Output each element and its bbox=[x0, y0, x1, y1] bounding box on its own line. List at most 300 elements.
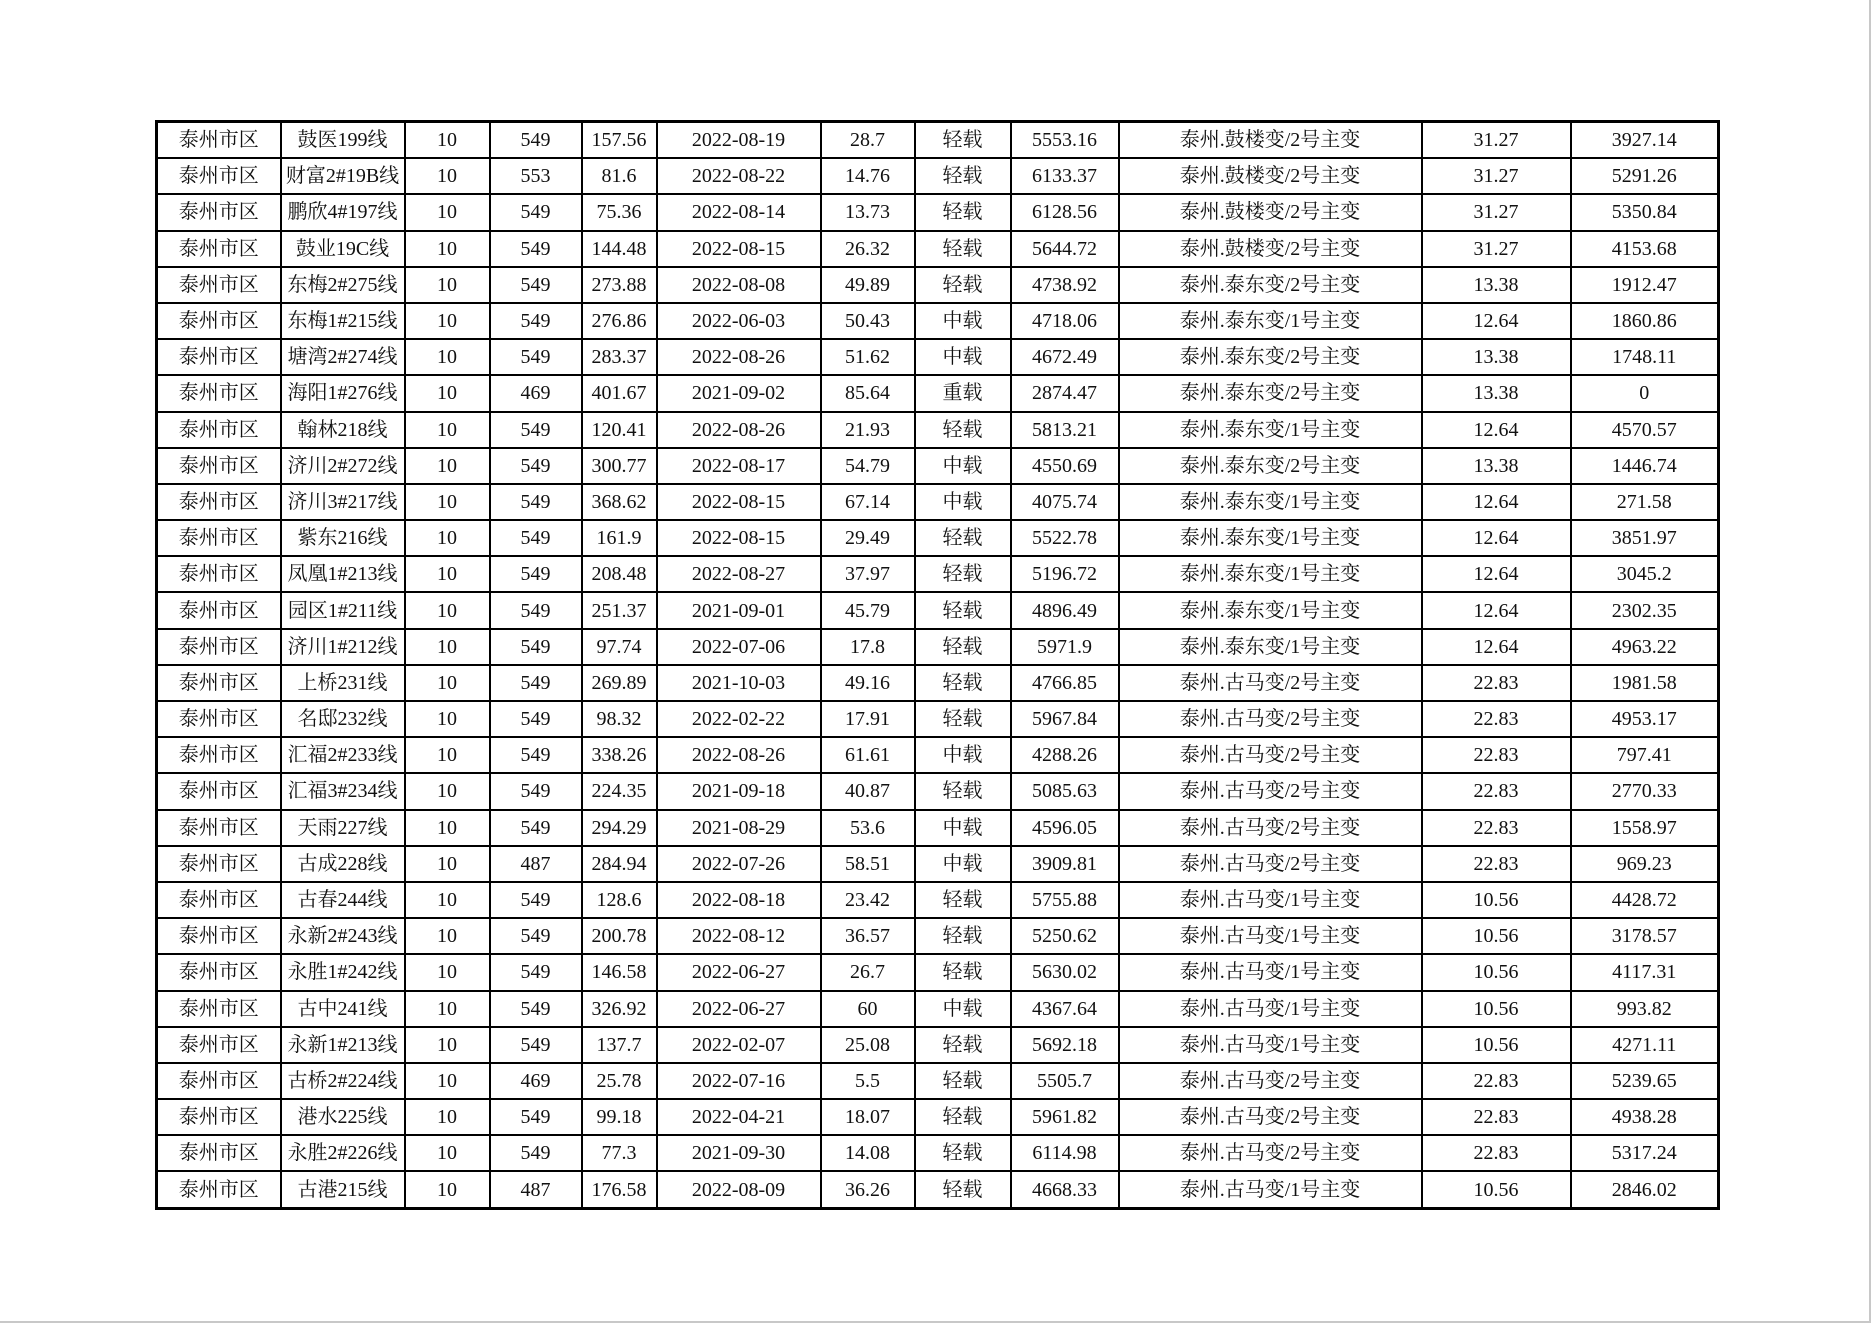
table-cell: 469 bbox=[490, 375, 582, 411]
table-row bbox=[157, 991, 1719, 1027]
table-cell: 泰州.泰东变/1号主变 bbox=[1119, 556, 1422, 592]
table-cell: 2021-08-29 bbox=[657, 810, 821, 846]
table-cell: 31.27 bbox=[1422, 231, 1571, 267]
table-cell: 10 bbox=[405, 773, 490, 809]
table-cell: 13.38 bbox=[1422, 267, 1571, 303]
table-cell: 汇福2#233线 bbox=[281, 737, 405, 773]
table-cell: 济川1#212线 bbox=[281, 629, 405, 665]
table-cell: 泰州.古马变/2号主变 bbox=[1119, 1135, 1422, 1171]
line-load-table-body bbox=[157, 122, 1719, 1209]
table-cell: 2022-08-26 bbox=[657, 737, 821, 773]
table-cell: 轻载 bbox=[915, 520, 1011, 556]
table-row bbox=[157, 882, 1719, 918]
table-cell: 4718.06 bbox=[1011, 303, 1119, 339]
table-cell: 2022-06-27 bbox=[657, 991, 821, 1027]
table-cell: 50.43 bbox=[821, 303, 915, 339]
table-cell: 10 bbox=[405, 520, 490, 556]
table-cell: 10 bbox=[405, 954, 490, 990]
table-cell: 古桥2#224线 bbox=[281, 1063, 405, 1099]
table-cell: 泰州.古马变/1号主变 bbox=[1119, 1027, 1422, 1063]
table-cell: 园区1#211线 bbox=[281, 592, 405, 628]
table-cell: 10 bbox=[405, 231, 490, 267]
table-cell: 469 bbox=[490, 1063, 582, 1099]
table-cell: 轻载 bbox=[915, 412, 1011, 448]
table-cell: 77.3 bbox=[582, 1135, 657, 1171]
table-cell: 泰州.古马变/2号主变 bbox=[1119, 846, 1422, 882]
table-cell: 26.32 bbox=[821, 231, 915, 267]
table-cell: 4288.26 bbox=[1011, 737, 1119, 773]
table-cell: 2022-08-19 bbox=[657, 122, 821, 159]
table-cell: 10 bbox=[405, 484, 490, 520]
table-cell: 3927.14 bbox=[1571, 122, 1719, 159]
table-cell: 368.62 bbox=[582, 484, 657, 520]
table-cell: 28.7 bbox=[821, 122, 915, 159]
table-cell: 泰州.泰东变/1号主变 bbox=[1119, 520, 1422, 556]
table-cell: 2022-08-26 bbox=[657, 339, 821, 375]
table-cell: 5967.84 bbox=[1011, 701, 1119, 737]
table-cell: 轻载 bbox=[915, 1171, 1011, 1208]
table-cell: 75.36 bbox=[582, 194, 657, 230]
table-cell: 25.78 bbox=[582, 1063, 657, 1099]
table-cell: 轻载 bbox=[915, 122, 1011, 159]
table-cell: 凤凰1#213线 bbox=[281, 556, 405, 592]
table-cell: 487 bbox=[490, 846, 582, 882]
table-cell: 98.32 bbox=[582, 701, 657, 737]
table-row bbox=[157, 1171, 1719, 1208]
table-row bbox=[157, 231, 1719, 267]
table-cell: 中载 bbox=[915, 448, 1011, 484]
table-cell: 轻载 bbox=[915, 954, 1011, 990]
table-cell: 3909.81 bbox=[1011, 846, 1119, 882]
table-cell: 2022-08-15 bbox=[657, 231, 821, 267]
table-row bbox=[157, 701, 1719, 737]
table-cell: 10 bbox=[405, 1135, 490, 1171]
table-cell: 古中241线 bbox=[281, 991, 405, 1027]
table-cell: 10.56 bbox=[1422, 918, 1571, 954]
table-cell: 泰州.泰东变/2号主变 bbox=[1119, 267, 1422, 303]
table-cell: 12.64 bbox=[1422, 520, 1571, 556]
table-cell: 51.62 bbox=[821, 339, 915, 375]
table-cell: 泰州.古马变/2号主变 bbox=[1119, 665, 1422, 701]
table-cell: 鹏欣4#197线 bbox=[281, 194, 405, 230]
table-cell: 54.79 bbox=[821, 448, 915, 484]
table-cell: 5553.16 bbox=[1011, 122, 1119, 159]
table-cell: 10 bbox=[405, 194, 490, 230]
table-cell: 53.6 bbox=[821, 810, 915, 846]
table-cell: 泰州.泰东变/2号主变 bbox=[1119, 339, 1422, 375]
table-cell: 海阳1#276线 bbox=[281, 375, 405, 411]
table-cell: 271.58 bbox=[1571, 484, 1719, 520]
table-row bbox=[157, 665, 1719, 701]
table-cell: 10 bbox=[405, 339, 490, 375]
table-cell: 549 bbox=[490, 556, 582, 592]
table-cell: 泰州.鼓楼变/2号主变 bbox=[1119, 158, 1422, 194]
table-cell: 4738.92 bbox=[1011, 267, 1119, 303]
table-cell: 99.18 bbox=[582, 1099, 657, 1135]
table-cell: 67.14 bbox=[821, 484, 915, 520]
table-cell: 轻载 bbox=[915, 556, 1011, 592]
table-cell: 10 bbox=[405, 556, 490, 592]
table-cell: 轻载 bbox=[915, 629, 1011, 665]
table-cell: 10 bbox=[405, 918, 490, 954]
table-cell: 2022-02-07 bbox=[657, 1027, 821, 1063]
table-cell: 487 bbox=[490, 1171, 582, 1208]
table-cell: 283.37 bbox=[582, 339, 657, 375]
table-cell: 泰州市区 bbox=[157, 1063, 281, 1099]
table-row bbox=[157, 520, 1719, 556]
table-cell: 泰州.古马变/1号主变 bbox=[1119, 954, 1422, 990]
table-cell: 10.56 bbox=[1422, 991, 1571, 1027]
table-cell: 549 bbox=[490, 194, 582, 230]
table-cell: 泰州市区 bbox=[157, 1171, 281, 1208]
table-row bbox=[157, 1027, 1719, 1063]
table-cell: 4117.31 bbox=[1571, 954, 1719, 990]
table-cell: 重载 bbox=[915, 375, 1011, 411]
table-cell: 4766.85 bbox=[1011, 665, 1119, 701]
table-cell: 1912.47 bbox=[1571, 267, 1719, 303]
table-cell: 553 bbox=[490, 158, 582, 194]
table-cell: 5250.62 bbox=[1011, 918, 1119, 954]
table-cell: 4570.57 bbox=[1571, 412, 1719, 448]
table-cell: 97.74 bbox=[582, 629, 657, 665]
table-cell: 翰林218线 bbox=[281, 412, 405, 448]
table-cell: 1558.97 bbox=[1571, 810, 1719, 846]
table-cell: 泰州.古马变/1号主变 bbox=[1119, 882, 1422, 918]
table-cell: 泰州市区 bbox=[157, 991, 281, 1027]
table-cell: 泰州市区 bbox=[157, 194, 281, 230]
table-cell: 鼓医199线 bbox=[281, 122, 405, 159]
table-cell: 泰州.泰东变/1号主变 bbox=[1119, 592, 1422, 628]
table-cell: 10 bbox=[405, 158, 490, 194]
table-cell: 轻载 bbox=[915, 918, 1011, 954]
table-cell: 49.16 bbox=[821, 665, 915, 701]
table-cell: 东梅2#275线 bbox=[281, 267, 405, 303]
table-cell: 549 bbox=[490, 448, 582, 484]
table-row bbox=[157, 737, 1719, 773]
table-row bbox=[157, 267, 1719, 303]
table-cell: 1748.11 bbox=[1571, 339, 1719, 375]
table-row bbox=[157, 629, 1719, 665]
table-cell: 10 bbox=[405, 810, 490, 846]
table-cell: 4075.74 bbox=[1011, 484, 1119, 520]
table-cell: 2022-08-17 bbox=[657, 448, 821, 484]
table-cell: 12.64 bbox=[1422, 592, 1571, 628]
table-cell: 22.83 bbox=[1422, 846, 1571, 882]
table-cell: 泰州市区 bbox=[157, 158, 281, 194]
table-cell: 泰州市区 bbox=[157, 122, 281, 159]
table-cell: 549 bbox=[490, 629, 582, 665]
table-cell: 4963.22 bbox=[1571, 629, 1719, 665]
table-cell: 224.35 bbox=[582, 773, 657, 809]
table-cell: 2022-08-15 bbox=[657, 520, 821, 556]
table-cell: 25.08 bbox=[821, 1027, 915, 1063]
table-cell: 轻载 bbox=[915, 1135, 1011, 1171]
table-cell: 泰州.古马变/2号主变 bbox=[1119, 810, 1422, 846]
table-cell: 汇福3#234线 bbox=[281, 773, 405, 809]
table-cell: 泰州市区 bbox=[157, 665, 281, 701]
table-cell: 泰州.古马变/2号主变 bbox=[1119, 701, 1422, 737]
table-cell: 泰州.鼓楼变/2号主变 bbox=[1119, 194, 1422, 230]
table-cell: 10 bbox=[405, 412, 490, 448]
table-cell: 273.88 bbox=[582, 267, 657, 303]
table-row bbox=[157, 412, 1719, 448]
table-cell: 泰州市区 bbox=[157, 556, 281, 592]
table-cell: 泰州市区 bbox=[157, 846, 281, 882]
table-cell: 21.93 bbox=[821, 412, 915, 448]
table-cell: 549 bbox=[490, 1135, 582, 1171]
table-cell: 6133.37 bbox=[1011, 158, 1119, 194]
table-cell: 泰州.古马变/2号主变 bbox=[1119, 1099, 1422, 1135]
table-cell: 969.23 bbox=[1571, 846, 1719, 882]
table-cell: 10 bbox=[405, 882, 490, 918]
table-cell: 12.64 bbox=[1422, 303, 1571, 339]
table-cell: 5630.02 bbox=[1011, 954, 1119, 990]
table-cell: 6114.98 bbox=[1011, 1135, 1119, 1171]
table-row bbox=[157, 954, 1719, 990]
table-cell: 17.8 bbox=[821, 629, 915, 665]
table-cell: 5350.84 bbox=[1571, 194, 1719, 230]
table-cell: 4153.68 bbox=[1571, 231, 1719, 267]
table-row bbox=[157, 303, 1719, 339]
table-cell: 泰州.鼓楼变/2号主变 bbox=[1119, 122, 1422, 159]
table-cell: 10 bbox=[405, 991, 490, 1027]
table-cell: 144.48 bbox=[582, 231, 657, 267]
table-cell: 10 bbox=[405, 267, 490, 303]
table-cell: 轻载 bbox=[915, 1027, 1011, 1063]
table-cell: 22.83 bbox=[1422, 1135, 1571, 1171]
table-cell: 泰州市区 bbox=[157, 375, 281, 411]
table-cell: 176.58 bbox=[582, 1171, 657, 1208]
table-cell: 22.83 bbox=[1422, 737, 1571, 773]
table-cell: 300.77 bbox=[582, 448, 657, 484]
table-cell: 轻载 bbox=[915, 194, 1011, 230]
table-row bbox=[157, 375, 1719, 411]
table-cell: 10.56 bbox=[1422, 882, 1571, 918]
table-cell: 2770.33 bbox=[1571, 773, 1719, 809]
table-cell: 轻载 bbox=[915, 701, 1011, 737]
table-cell: 549 bbox=[490, 339, 582, 375]
table-cell: 2022-08-18 bbox=[657, 882, 821, 918]
table-cell: 2022-08-14 bbox=[657, 194, 821, 230]
table-cell: 549 bbox=[490, 665, 582, 701]
table-cell: 200.78 bbox=[582, 918, 657, 954]
table-cell: 4367.64 bbox=[1011, 991, 1119, 1027]
table-row bbox=[157, 1063, 1719, 1099]
table-cell: 泰州.古马变/1号主变 bbox=[1119, 1171, 1422, 1208]
table-cell: 4428.72 bbox=[1571, 882, 1719, 918]
table-cell: 294.29 bbox=[582, 810, 657, 846]
table-cell: 泰州.古马变/2号主变 bbox=[1119, 1063, 1422, 1099]
table-cell: 古成228线 bbox=[281, 846, 405, 882]
table-cell: 泰州市区 bbox=[157, 1099, 281, 1135]
table-cell: 中载 bbox=[915, 737, 1011, 773]
table-cell: 157.56 bbox=[582, 122, 657, 159]
table-cell: 10 bbox=[405, 303, 490, 339]
table-cell: 10.56 bbox=[1422, 1171, 1571, 1208]
table-cell: 549 bbox=[490, 303, 582, 339]
table-cell: 208.48 bbox=[582, 556, 657, 592]
table-cell: 5644.72 bbox=[1011, 231, 1119, 267]
table-cell: 泰州市区 bbox=[157, 412, 281, 448]
table-row bbox=[157, 556, 1719, 592]
table-cell: 10 bbox=[405, 592, 490, 628]
table-cell: 18.07 bbox=[821, 1099, 915, 1135]
table-cell: 2022-08-08 bbox=[657, 267, 821, 303]
table-cell: 5971.9 bbox=[1011, 629, 1119, 665]
table-cell: 轻载 bbox=[915, 773, 1011, 809]
table-cell: 993.82 bbox=[1571, 991, 1719, 1027]
table-row bbox=[157, 1135, 1719, 1171]
table-cell: 泰州市区 bbox=[157, 520, 281, 556]
table-cell: 泰州市区 bbox=[157, 810, 281, 846]
table-cell: 10.56 bbox=[1422, 1027, 1571, 1063]
table-cell: 2022-07-16 bbox=[657, 1063, 821, 1099]
table-cell: 12.64 bbox=[1422, 484, 1571, 520]
table-cell: 10 bbox=[405, 665, 490, 701]
table-row bbox=[157, 918, 1719, 954]
table-cell: 120.41 bbox=[582, 412, 657, 448]
table-cell: 31.27 bbox=[1422, 194, 1571, 230]
table-cell: 东梅1#215线 bbox=[281, 303, 405, 339]
table-cell: 5.5 bbox=[821, 1063, 915, 1099]
table-cell: 61.61 bbox=[821, 737, 915, 773]
table-cell: 549 bbox=[490, 267, 582, 303]
table-cell: 45.79 bbox=[821, 592, 915, 628]
table-cell: 泰州.鼓楼变/2号主变 bbox=[1119, 231, 1422, 267]
table-cell: 14.08 bbox=[821, 1135, 915, 1171]
table-cell: 2021-09-01 bbox=[657, 592, 821, 628]
table-cell: 2022-07-06 bbox=[657, 629, 821, 665]
table-cell: 泰州市区 bbox=[157, 629, 281, 665]
table-cell: 81.6 bbox=[582, 158, 657, 194]
table-cell: 40.87 bbox=[821, 773, 915, 809]
table-row bbox=[157, 194, 1719, 230]
table-cell: 10 bbox=[405, 375, 490, 411]
table-cell: 泰州.古马变/2号主变 bbox=[1119, 773, 1422, 809]
table-cell: 中载 bbox=[915, 339, 1011, 375]
table-cell: 古港215线 bbox=[281, 1171, 405, 1208]
table-cell: 10 bbox=[405, 1027, 490, 1063]
table-cell: 济川2#272线 bbox=[281, 448, 405, 484]
table-cell: 26.7 bbox=[821, 954, 915, 990]
table-cell: 6128.56 bbox=[1011, 194, 1119, 230]
table-row bbox=[157, 484, 1719, 520]
table-cell: 549 bbox=[490, 484, 582, 520]
table-cell: 549 bbox=[490, 592, 582, 628]
table-cell: 5961.82 bbox=[1011, 1099, 1119, 1135]
table-cell: 549 bbox=[490, 882, 582, 918]
table-cell: 137.7 bbox=[582, 1027, 657, 1063]
table-row bbox=[157, 846, 1719, 882]
table-cell: 泰州.泰东变/2号主变 bbox=[1119, 375, 1422, 411]
table-cell: 轻载 bbox=[915, 592, 1011, 628]
table-row bbox=[157, 122, 1719, 159]
table-cell: 13.38 bbox=[1422, 339, 1571, 375]
table-cell: 5291.26 bbox=[1571, 158, 1719, 194]
table-row bbox=[157, 339, 1719, 375]
table-row bbox=[157, 810, 1719, 846]
table-cell: 4271.11 bbox=[1571, 1027, 1719, 1063]
table-cell: 2022-08-09 bbox=[657, 1171, 821, 1208]
table-cell: 泰州市区 bbox=[157, 701, 281, 737]
table-cell: 13.73 bbox=[821, 194, 915, 230]
table-cell: 中载 bbox=[915, 484, 1011, 520]
table-cell: 549 bbox=[490, 954, 582, 990]
table-cell: 1981.58 bbox=[1571, 665, 1719, 701]
table-cell: 2022-07-26 bbox=[657, 846, 821, 882]
table-cell: 2874.47 bbox=[1011, 375, 1119, 411]
table-row bbox=[157, 773, 1719, 809]
table-cell: 泰州市区 bbox=[157, 918, 281, 954]
table-cell: 549 bbox=[490, 231, 582, 267]
table-cell: 泰州市区 bbox=[157, 267, 281, 303]
table-cell: 549 bbox=[490, 520, 582, 556]
table-cell: 4550.69 bbox=[1011, 448, 1119, 484]
table-cell: 2022-08-22 bbox=[657, 158, 821, 194]
table-cell: 2021-09-30 bbox=[657, 1135, 821, 1171]
table-cell: 永胜2#226线 bbox=[281, 1135, 405, 1171]
table-cell: 2021-09-18 bbox=[657, 773, 821, 809]
table-row bbox=[157, 158, 1719, 194]
table-cell: 永新1#213线 bbox=[281, 1027, 405, 1063]
table-cell: 401.67 bbox=[582, 375, 657, 411]
table-cell: 4672.49 bbox=[1011, 339, 1119, 375]
table-cell: 22.83 bbox=[1422, 1099, 1571, 1135]
table-cell: 3178.57 bbox=[1571, 918, 1719, 954]
table-cell: 2846.02 bbox=[1571, 1171, 1719, 1208]
table-cell: 财富2#19B线 bbox=[281, 158, 405, 194]
table-cell: 60 bbox=[821, 991, 915, 1027]
table-cell: 泰州.古马变/1号主变 bbox=[1119, 991, 1422, 1027]
table-cell: 549 bbox=[490, 412, 582, 448]
table-cell: 泰州市区 bbox=[157, 448, 281, 484]
table-cell: 泰州市区 bbox=[157, 737, 281, 773]
table-cell: 10 bbox=[405, 1099, 490, 1135]
table-cell: 4596.05 bbox=[1011, 810, 1119, 846]
table-cell: 泰州市区 bbox=[157, 954, 281, 990]
table-cell: 泰州.泰东变/1号主变 bbox=[1119, 629, 1422, 665]
table-cell: 泰州.泰东变/1号主变 bbox=[1119, 484, 1422, 520]
table-cell: 10.56 bbox=[1422, 954, 1571, 990]
table-cell: 2022-08-27 bbox=[657, 556, 821, 592]
table-cell: 85.64 bbox=[821, 375, 915, 411]
table-cell: 276.86 bbox=[582, 303, 657, 339]
table-cell: 4953.17 bbox=[1571, 701, 1719, 737]
table-cell: 泰州.泰东变/2号主变 bbox=[1119, 448, 1422, 484]
table-cell: 10 bbox=[405, 448, 490, 484]
table-cell: 轻载 bbox=[915, 1099, 1011, 1135]
table-cell: 549 bbox=[490, 918, 582, 954]
table-cell: 紫东216线 bbox=[281, 520, 405, 556]
table-cell: 549 bbox=[490, 701, 582, 737]
table-cell: 4938.28 bbox=[1571, 1099, 1719, 1135]
table-cell: 13.38 bbox=[1422, 375, 1571, 411]
table-cell: 22.83 bbox=[1422, 701, 1571, 737]
table-cell: 2022-02-22 bbox=[657, 701, 821, 737]
table-cell: 5813.21 bbox=[1011, 412, 1119, 448]
table-cell: 10 bbox=[405, 122, 490, 159]
table-cell: 269.89 bbox=[582, 665, 657, 701]
table-cell: 4896.49 bbox=[1011, 592, 1119, 628]
table-cell: 284.94 bbox=[582, 846, 657, 882]
table-cell: 5505.7 bbox=[1011, 1063, 1119, 1099]
table-cell: 549 bbox=[490, 991, 582, 1027]
table-cell: 2021-10-03 bbox=[657, 665, 821, 701]
table-cell: 2021-09-02 bbox=[657, 375, 821, 411]
table-cell: 鼓业19C线 bbox=[281, 231, 405, 267]
table-cell: 23.42 bbox=[821, 882, 915, 918]
table-cell: 797.41 bbox=[1571, 737, 1719, 773]
